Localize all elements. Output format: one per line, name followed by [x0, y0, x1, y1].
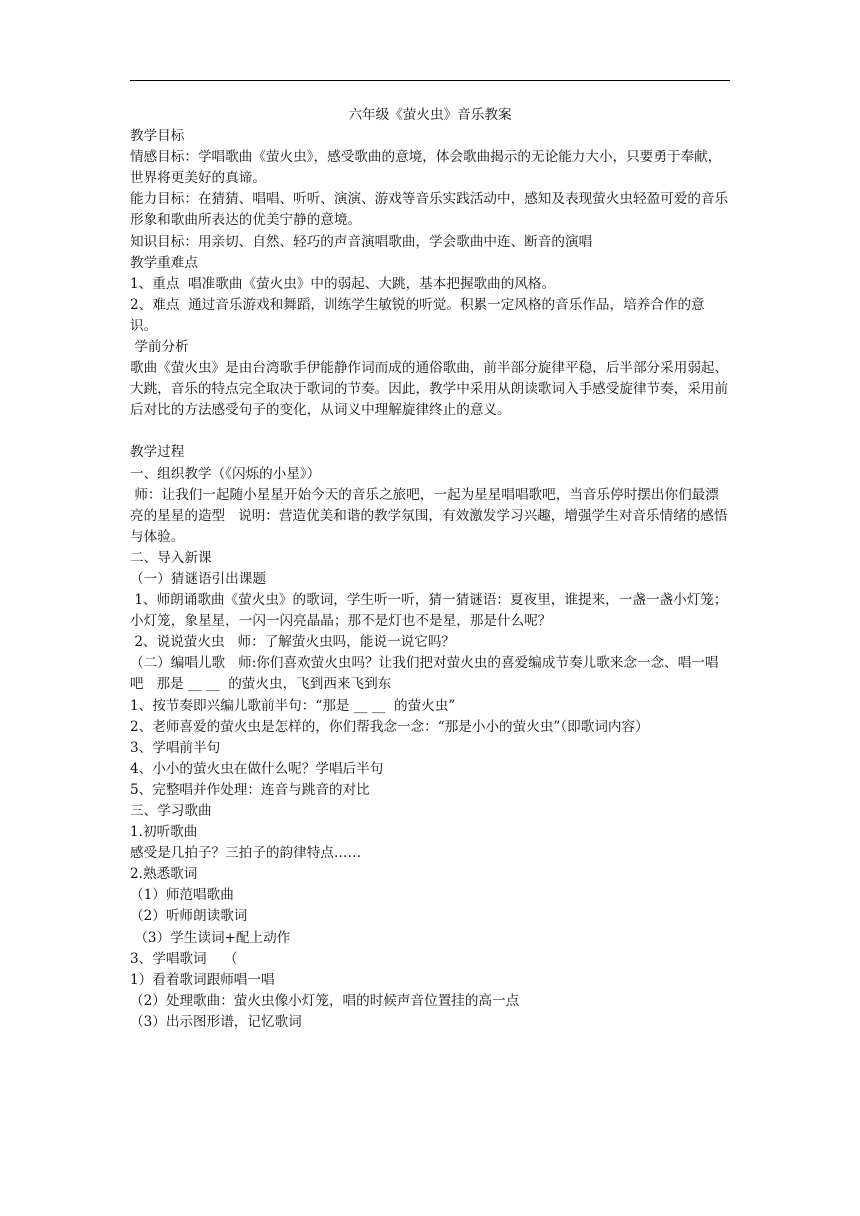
list-item: 3、学唱歌词 （ [130, 950, 238, 967]
list-item: （3）出示图形谱，记忆歌词 [130, 1013, 302, 1030]
subheading-organize: 一、组织教学（《闪烁的小星》） [130, 465, 321, 482]
list-item: 2、老师喜爱的萤火虫是怎样的，你们帮我念一念：“那是小小的萤火虫”（即歌词内容） [130, 718, 649, 735]
subheading-new-lesson: 二、导入新课 [130, 549, 212, 566]
list-item: 1）看着歌词跟师唱一唱 [130, 971, 275, 988]
paragraph-difficulty: 2、难点 通过音乐游戏和舞蹈，训练学生敏锐的听觉。积累一定风格的音乐作品，培养合作的意识。 [130, 296, 705, 334]
list-item: 4、小小的萤火虫在做什么呢？学唱后半句 [130, 760, 384, 777]
paragraph-emotion-goal: 情感目标：学唱歌曲《萤火虫》，感受歌曲的意境，体会歌曲揭示的无论能力大小，只要勇于奉献，世界将更美好的真谛。 [130, 149, 722, 187]
subheading-riddle: （一）猜谜语引出课题 [130, 570, 266, 587]
list-item: （3）学生读词+配上动作 [130, 929, 291, 946]
paragraph-key-point: 1、重点 唱准歌曲《萤火虫》中的弱起、大跳，基本把握歌曲的风格。 [130, 275, 556, 292]
list-item: 1.初听歌曲 [130, 824, 198, 841]
paragraph-talk-firefly: 2、说说萤火虫 师：了解萤火虫吗，能说一说它吗？ [130, 634, 456, 651]
list-item: 2.熟悉歌词 [130, 866, 198, 883]
list-item: 感受是几拍子？三拍子的韵律特点…… [130, 845, 362, 862]
document-title: 六年级《萤火虫》音乐教案 [348, 107, 512, 123]
paragraph-compose-rhyme: （二）编唱儿歌 师:你们喜欢萤火虫吗？让我们把对萤火虫的喜爱编成节奏儿歌来念一念、唱一唱吧 那是 __ __ 的萤火虫，飞到西来飞到东 [130, 655, 719, 693]
section-heading-goals: 教学目标 [130, 128, 185, 145]
section-heading-key-points: 教学重难点 [130, 254, 198, 271]
subheading-learn-song: 三、学习歌曲 [130, 803, 212, 819]
list-item: 3、学唱前半句 [130, 739, 221, 756]
section-heading-process: 教学过程 [130, 444, 185, 461]
list-item: 5、完整唱并作处理：连音与跳音的对比 [130, 781, 370, 798]
paragraph-ability-goal: 能力目标：在猜猜、唱唱、听听、演演、游戏等音乐实践活动中，感知及表现萤火虫轻盈可爱的音乐形象和歌曲所表达的优美宁静的意境。 [130, 191, 729, 229]
paragraph-riddle: 1、师朗诵歌曲《萤火虫》的歌词，学生听一听，猜一猜谜语：夏夜里，谁提来，一盏一盏小灯笼；小灯笼，象星星，一闪一闪亮晶晶；那不是灯也不是星，那是什么呢？ [130, 592, 728, 630]
list-item: 1、按节奏即兴编儿歌前半句：“那是 __ __ 的萤火虫” [130, 697, 456, 714]
document-body [130, 105, 730, 1033]
paragraph-knowledge-goal: 知识目标：用亲切、自然、轻巧的声音演唱歌曲，学会歌曲中连、断音的演唱 [130, 233, 593, 250]
section-heading-analysis: 学前分析 [130, 339, 189, 356]
list-item: （1）师范唱歌曲 [130, 887, 234, 904]
list-item: （2）处理歌曲：萤火虫像小灯笼，唱的时候声音位置挂的高一点 [130, 992, 520, 1009]
header-rule [130, 80, 730, 81]
list-item: （2）听师朗读歌词 [130, 908, 248, 925]
paragraph-analysis: 歌曲《萤火虫》是由台湾歌手伊能静作词而成的通俗歌曲，前半部分旋律平稳，后半部分采用弱起、大跳，音乐的特点完全取决于歌词的节奏。因此，教学中采用从朗读歌词入手感受旋律节奏，采用前后对比的方法感受句子的变化，从词义中理解旋律终止的意义。 [130, 360, 729, 419]
blank-line [130, 421, 730, 442]
paragraph-teacher-intro: 师：让我们一起随小星星开始今天的音乐之旅吧，一起为星星唱唱歌吧，当音乐停时摆出你们最漂亮的星星的造型 说明：营造优美和谐的教学氛围，有效激发学习兴趣，增强学生对音乐情绪的感悟与体验。 [130, 486, 728, 545]
